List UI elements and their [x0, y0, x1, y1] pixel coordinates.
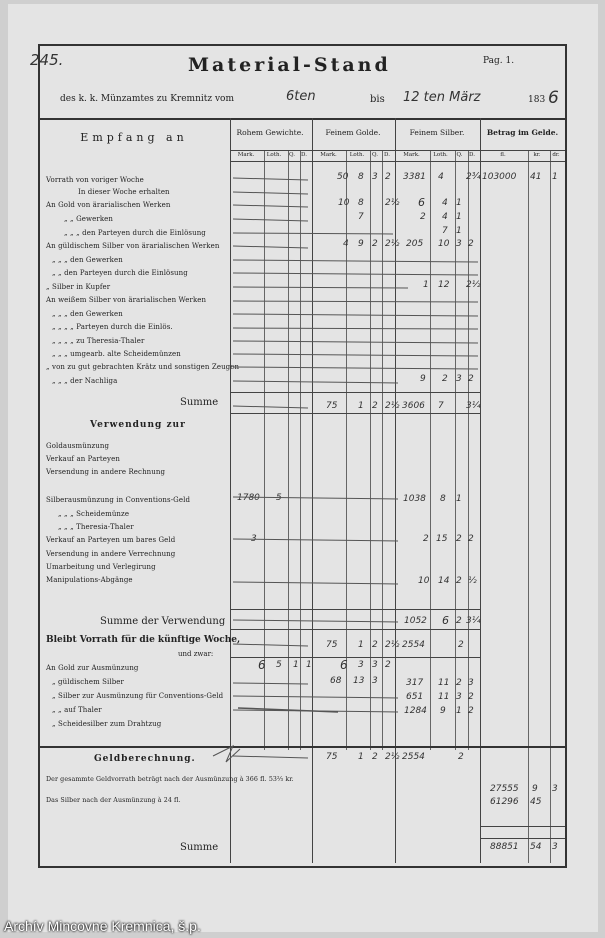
value: 3 — [456, 692, 462, 702]
value: 4 — [343, 239, 349, 249]
sub-d: D. — [301, 152, 307, 158]
sub-mark: Mark. — [403, 152, 420, 158]
value: 50 — [337, 172, 349, 182]
value: 12 — [438, 280, 450, 290]
value: 1 — [423, 280, 429, 290]
value: 651 — [406, 692, 424, 702]
verwendung-row-10: Manipulations-Abgänge — [46, 576, 133, 584]
value: 3 — [372, 660, 378, 670]
value: 6 — [442, 614, 449, 627]
value: 10 — [338, 198, 350, 208]
empfang-row-11: „ „ „ „ Parteyen durch die Einlös. — [52, 323, 173, 331]
sub-q: Q. — [456, 152, 463, 158]
col-feinem-silber: Feinem Silber. — [409, 128, 465, 137]
value: 2 — [423, 534, 429, 544]
value: 2 — [372, 752, 378, 762]
bleibt-vorrath-label: Bleibt Vorrath für die künftige Woche, — [46, 635, 241, 645]
value: 1284 — [404, 706, 427, 716]
value: 4 — [438, 172, 444, 182]
geld-row-1: Das Silber nach der Ausmünzung à 24 fl. — [46, 797, 181, 804]
date-to: 12 ten März — [403, 90, 481, 105]
value: 1 — [358, 752, 364, 762]
summe-verwendung-label: Summe der Verwendung — [100, 616, 226, 627]
archive-watermark: Archív Mincovne Kremnica, š.p. — [4, 918, 201, 934]
verwendung-row-2: Versendung in andere Rechnung — [46, 468, 166, 476]
verwendung-row-6: „ „ „ Theresia-Thaler — [58, 523, 134, 531]
value: 2 — [458, 640, 464, 650]
value: 205 — [406, 239, 424, 249]
value: 10 — [418, 576, 430, 586]
empfang-row-9: An weißem Silber von ärarialischen Werken — [46, 296, 207, 304]
value: 75 — [326, 752, 338, 762]
empfang-row-3: „ „ Gewerken — [64, 215, 114, 223]
value: 61296 — [490, 797, 519, 807]
empfang-row-5: An güldischem Silber von ärarialischen Werken — [46, 242, 220, 250]
value: 2 — [372, 640, 378, 650]
value: 1 — [293, 660, 299, 670]
sub-d: D. — [469, 152, 475, 158]
value: 3 — [552, 842, 558, 852]
col-feinem-gold: Feinem Golde. — [325, 128, 381, 137]
value: 1038 — [403, 494, 426, 504]
sub-q: Q. — [289, 152, 295, 158]
value: 9 — [358, 239, 364, 249]
sub-kr: kr. — [533, 152, 541, 158]
header-line-prefix: des k. k. Münzamtes zu Kremnitz vom — [60, 94, 235, 104]
value: 2¾ — [466, 172, 481, 182]
sub-dr: dr. — [552, 152, 560, 158]
verwendung-row-0: Goldausmünzung — [46, 442, 110, 450]
verwendung-row-1: Verkauf an Parteyen — [46, 455, 120, 463]
value: 27555 — [490, 784, 519, 794]
und-zwar-label: und zwar: — [178, 650, 214, 658]
date-from: 6ten — [286, 89, 316, 104]
sub-loth: Loth. — [266, 152, 282, 158]
value: 3 — [372, 172, 378, 182]
value: 88851 — [490, 842, 519, 852]
value: 2 — [442, 374, 448, 384]
value: 2 — [385, 172, 391, 182]
value: 1052 — [404, 616, 427, 626]
sub-fl: fl. — [500, 152, 506, 158]
value: 75 — [326, 401, 338, 411]
value: 2554 — [402, 752, 425, 762]
value: 5 — [276, 493, 282, 503]
empfang-row-7: „ „ den Parteyen durch die Einlösung — [52, 269, 188, 277]
value: 7 — [358, 212, 364, 222]
value: 54 — [530, 842, 542, 852]
value: 7 — [442, 226, 448, 236]
value: 2 — [468, 706, 474, 716]
value: 6 — [418, 196, 425, 209]
value: 1 — [358, 401, 364, 411]
value: 1 — [456, 494, 462, 504]
sub-d: D. — [384, 152, 390, 158]
value: 15 — [436, 534, 448, 544]
sub-loth: Loth. — [433, 152, 448, 158]
verwendung-row-4: Silberausmünzung in Conventions-Geld — [46, 496, 191, 504]
value: 2½ — [385, 239, 400, 249]
vorrath-row-2: „ Silber zur Ausmünzung für Conventions-Geld — [52, 692, 224, 700]
value: 2 — [372, 239, 378, 249]
value: 7 — [438, 401, 444, 411]
value: 2 — [458, 752, 464, 762]
value: 103000 — [482, 172, 517, 182]
value: 3 — [358, 660, 364, 670]
value: 3 — [456, 239, 462, 249]
value: 2 — [468, 374, 474, 384]
sub-loth: Loth. — [349, 152, 365, 158]
value: 2½ — [385, 752, 400, 762]
value: 1 — [456, 706, 462, 716]
empfang-row-15: „ „ „ der Nachliga — [52, 377, 118, 385]
document-sheet — [8, 4, 598, 932]
value: 41 — [530, 172, 542, 182]
empfang-row-12: „ „ „ „ zu Theresia-Thaler — [52, 337, 145, 345]
value: 2 — [385, 660, 391, 670]
value: 2 — [468, 239, 474, 249]
value: 75 — [326, 640, 338, 650]
sub-mark: Mark. — [320, 152, 337, 158]
summe-label: Summe — [180, 397, 219, 408]
verwendung-row-7: Verkauf an Parteyen um bares Geld — [46, 536, 176, 544]
value: 2 — [372, 401, 378, 411]
vorrath-row-4: „ Scheidesilber zum Drahtzug — [52, 720, 162, 728]
value: 2 — [468, 534, 474, 544]
page-label: Pag. 1. — [483, 56, 515, 66]
value: 1 — [456, 212, 462, 222]
value: 9 — [532, 784, 538, 794]
value: 4 — [442, 198, 448, 208]
verwendung-row-9: Umarbeitung und Verlegirung — [46, 563, 156, 571]
value: 13 — [353, 676, 365, 686]
vorrath-row-3: „ „ auf Thaler — [52, 706, 102, 714]
bis-label: bis — [370, 94, 385, 105]
value: 10 — [438, 239, 450, 249]
value: 8 — [358, 198, 364, 208]
empfang-row-8: „ Silber in Kupfer — [46, 283, 111, 291]
empfang-row-6: „ „ „ den Gewerken — [52, 256, 123, 264]
value: 6 — [258, 658, 266, 672]
value: ½ — [468, 576, 477, 586]
value: 2½ — [385, 198, 400, 208]
value: 3 — [251, 534, 257, 544]
value: 3 — [468, 678, 474, 688]
value: 1780 — [237, 493, 260, 503]
value: 1 — [456, 198, 462, 208]
value: 8 — [440, 494, 446, 504]
value: 6 — [340, 658, 348, 672]
value: 2½ — [385, 640, 400, 650]
sub-q: Q. — [372, 152, 378, 158]
value: 3381 — [403, 172, 426, 182]
year-handwritten: 6 — [548, 88, 559, 108]
value: 2 — [456, 616, 462, 626]
empfang-row-14: „ von zu gut gebrachten Krätz und sonstigen Zeugen — [46, 363, 240, 371]
value: 4 — [442, 212, 448, 222]
empfang-row-10: „ „ „ den Gewerken — [52, 310, 123, 318]
page-number: 245. — [30, 51, 64, 69]
value: 3 — [456, 374, 462, 384]
empfang-row-4: „ „ „ den Parteyen durch die Einlösung — [64, 229, 206, 237]
col-rohem: Rohem Gewichte. — [236, 128, 304, 137]
value: 3¼ — [466, 401, 481, 411]
value: 68 — [330, 676, 342, 686]
year-print: 183 — [528, 95, 546, 105]
value: 2 — [456, 678, 462, 688]
vorrath-row-0: An Gold zur Ausmünzung — [46, 664, 139, 672]
value: 11 — [438, 678, 450, 688]
value: 3¼ — [466, 616, 481, 626]
value: 9 — [440, 706, 446, 716]
value: 5 — [276, 660, 282, 670]
value: 3 — [372, 676, 378, 686]
value: 2 — [456, 576, 462, 586]
value: 1 — [456, 226, 462, 236]
value: 2½ — [466, 280, 481, 290]
empfang-row-1: In dieser Woche erhalten — [78, 188, 170, 196]
verwendung-row-5: „ „ „ Scheidemünze — [58, 510, 130, 518]
value: 45 — [530, 797, 542, 807]
sub-mark: Mark. — [237, 152, 255, 158]
value: 1 — [306, 660, 312, 670]
col-betrag: Betrag im Gelde. — [486, 128, 559, 137]
geldberechnung-title: Geldberechnung. — [94, 754, 196, 764]
value: 8 — [358, 172, 364, 182]
value: 9 — [420, 374, 426, 384]
value: 317 — [406, 678, 424, 688]
value: 2554 — [402, 640, 425, 650]
value: 3 — [552, 784, 558, 794]
value: 11 — [438, 692, 450, 702]
value: 2 — [456, 534, 462, 544]
col-empfang: Empfang an — [80, 131, 188, 144]
value: 1 — [358, 640, 364, 650]
value: 2½ — [385, 401, 400, 411]
vorrath-row-1: „ güldischem Silber — [52, 678, 124, 686]
value: 1 — [552, 172, 558, 182]
value: 2 — [420, 212, 426, 222]
empfang-row-2: An Gold von ärarialischen Werken — [46, 201, 171, 209]
verwendung-title: Verwendung zur — [90, 420, 186, 430]
empfang-row-13: „ „ „ umgearb. alte Scheidemünzen — [52, 350, 181, 358]
value: 2 — [468, 692, 474, 702]
value: 3606 — [402, 401, 425, 411]
geld-row-0: Der gesammte Geldvorrath beträgt nach der Ausmünzung à 366 fl. 53⅔ kr. — [46, 776, 294, 783]
document-title: Material-Stand — [188, 54, 391, 76]
empfang-row-0: Vorrath von voriger Woche — [46, 176, 144, 184]
summe-final-label: Summe — [180, 842, 219, 853]
value: 14 — [438, 576, 450, 586]
verwendung-row-8: Versendung in andere Verrechnung — [46, 550, 176, 558]
